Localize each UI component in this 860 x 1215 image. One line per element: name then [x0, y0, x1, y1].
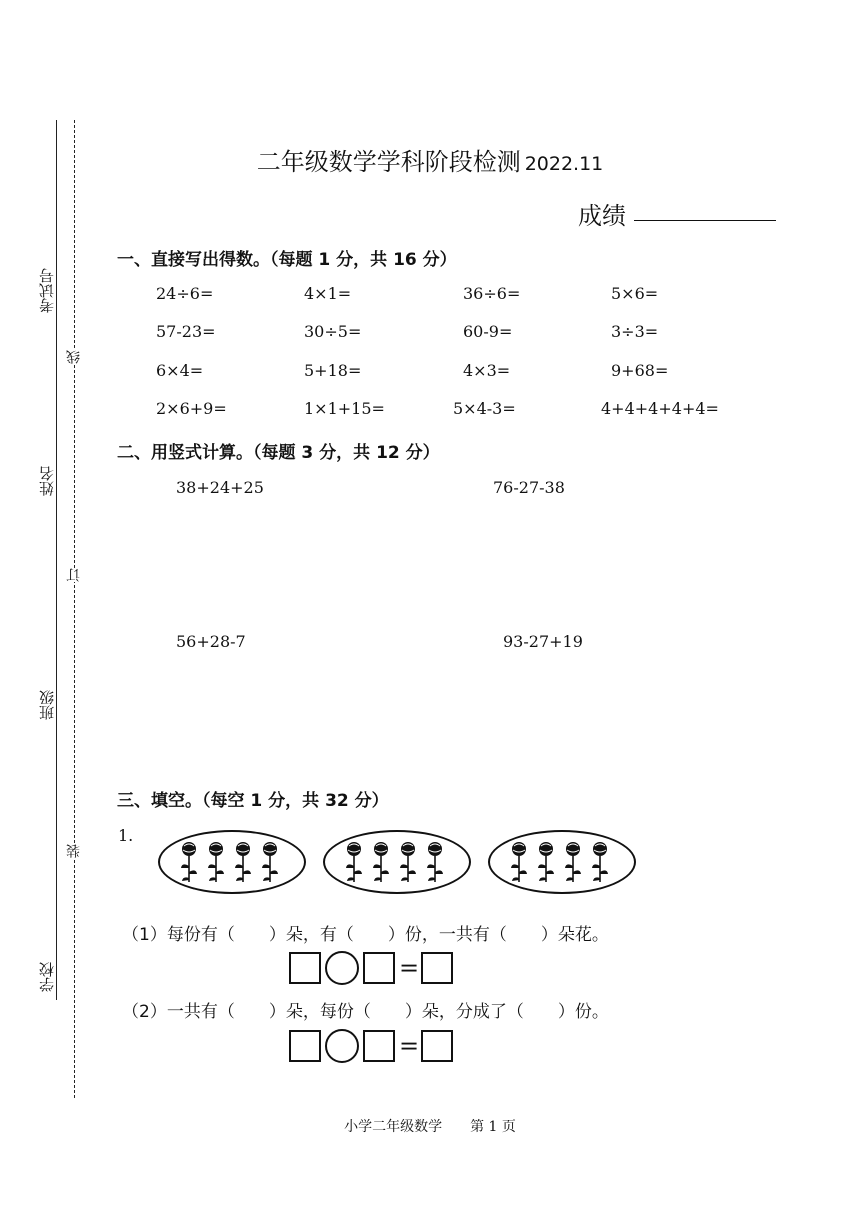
vertical-calc-problem: 76-27-38	[493, 478, 565, 497]
problem: 5×6=	[611, 284, 659, 303]
binding-solid-line	[56, 120, 57, 1000]
binding-zhuang-char: 装	[66, 844, 82, 858]
problem: 9+68=	[611, 361, 669, 380]
problem: 4×1=	[304, 284, 352, 303]
binding-ding-char: 订	[66, 568, 82, 582]
vertical-calc-problem: 38+24+25	[176, 478, 264, 497]
title-date: 2022.11	[524, 153, 604, 175]
binding-line-char: 线	[66, 350, 82, 364]
vertical-calc-problem: 56+28-7	[176, 632, 246, 651]
answer-box[interactable]	[363, 1030, 395, 1062]
question-1-2: （2）一共有（ ）朵，每份（ ）朵，分成了（ ）份。	[122, 1002, 609, 1022]
problem: 4+4+4+4+4=	[601, 399, 719, 418]
question-number: 1.	[118, 826, 134, 845]
flower-icon	[205, 840, 227, 884]
question-1-1: （1）每份有（ ）朵，有（ ）份，一共有（ ）朵花。	[122, 925, 609, 945]
operator-circle[interactable]	[325, 1029, 359, 1063]
answer-box[interactable]	[289, 1030, 321, 1062]
equals-sign: =	[399, 1032, 420, 1060]
problem: 30÷5=	[304, 322, 362, 341]
answer-box[interactable]	[421, 1030, 453, 1062]
problem: 2×6+9=	[156, 399, 227, 418]
school-label: 学校	[38, 962, 56, 992]
exam-number-label: 考试号	[38, 268, 56, 313]
title-text: 二年级数学学科阶段检测	[256, 148, 521, 176]
flower-icon	[535, 840, 557, 884]
name-label: 姓名	[38, 466, 56, 496]
score-label: 成绩	[578, 202, 626, 230]
flower-icon	[562, 840, 584, 884]
flower-icon	[232, 840, 254, 884]
flower-icon	[370, 840, 392, 884]
answer-box[interactable]	[421, 952, 453, 984]
page-footer: 小学二年级数学 第 1 页	[344, 1119, 516, 1135]
section2-heading: 二、用竖式计算。（每题 3 分，共 12 分）	[117, 443, 440, 463]
score-blank-line[interactable]	[634, 220, 776, 221]
equals-sign: =	[399, 954, 420, 982]
flower-icon	[589, 840, 611, 884]
section1-heading: 一、直接写出得数。（每题 1 分，共 16 分）	[117, 250, 457, 270]
flower-icon	[397, 840, 419, 884]
class-label: 班级	[38, 690, 56, 720]
problem: 3÷3=	[611, 322, 659, 341]
binding-dashed-line	[74, 120, 75, 1098]
problem: 1×1+15=	[304, 399, 385, 418]
problem: 57-23=	[156, 322, 216, 341]
problem: 60-9=	[463, 322, 513, 341]
flower-icon	[508, 840, 530, 884]
problem: 5+18=	[304, 361, 362, 380]
flower-icon	[343, 840, 365, 884]
operator-circle[interactable]	[325, 951, 359, 985]
vertical-calc-problem: 93-27+19	[503, 632, 583, 651]
flower-icon	[259, 840, 281, 884]
flower-icon	[178, 840, 200, 884]
problem: 24÷6=	[156, 284, 214, 303]
answer-box[interactable]	[363, 952, 395, 984]
page-title	[0, 142, 860, 177]
problem: 36÷6=	[463, 284, 521, 303]
flower-icon	[424, 840, 446, 884]
section3-heading: 三、填空。（每空 1 分，共 32 分）	[117, 791, 389, 811]
problem: 4×3=	[463, 361, 511, 380]
problem: 6×4=	[156, 361, 204, 380]
problem: 5×4-3=	[453, 399, 516, 418]
answer-box[interactable]	[289, 952, 321, 984]
